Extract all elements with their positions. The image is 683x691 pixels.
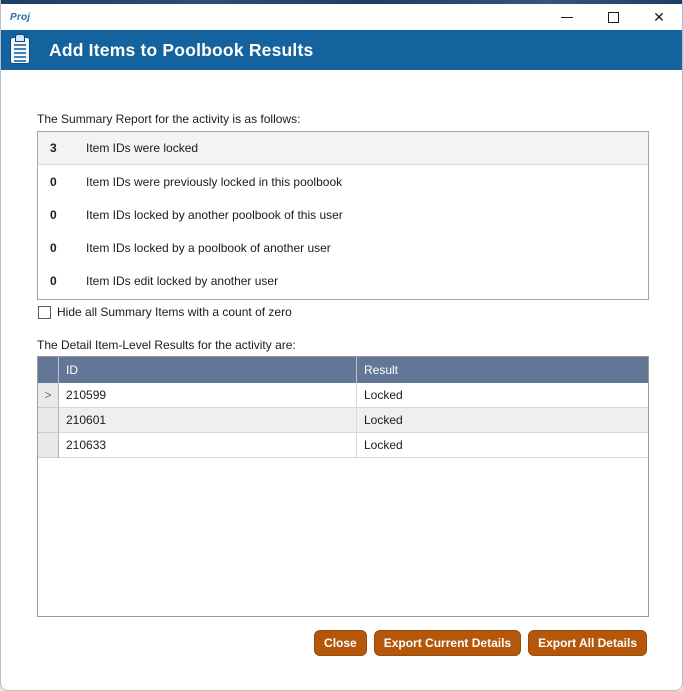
detail-label: The Detail Item-Level Results for the activity are:: [37, 338, 296, 352]
close-window-button[interactable]: [636, 4, 682, 30]
export-all-details-button[interactable]: Export All Details: [528, 630, 647, 656]
summary-text: Item IDs locked by another poolbook of this user: [86, 207, 343, 222]
close-icon: ✕: [653, 9, 665, 25]
summary-count: 0: [50, 240, 57, 255]
cell-id[interactable]: 210601: [59, 408, 357, 433]
cell-id[interactable]: 210599: [59, 383, 357, 408]
table-row[interactable]: [38, 408, 648, 433]
summary-count: 0: [50, 207, 57, 222]
maximize-icon: [608, 12, 619, 23]
row-selector[interactable]: [38, 383, 59, 408]
minimize-button[interactable]: [544, 4, 590, 30]
app-header: [1, 30, 682, 70]
table-row[interactable]: [38, 433, 648, 458]
summary-count: 3: [50, 141, 57, 155]
cell-id[interactable]: 210633: [59, 433, 357, 458]
hide-zero-checkbox-row[interactable]: [38, 305, 292, 319]
summary-row-locked-other-poolbook[interactable]: [38, 198, 648, 231]
summary-row-locked[interactable]: [38, 132, 648, 165]
summary-label: The Summary Report for the activity is as follows:: [37, 112, 301, 126]
summary-text: Item IDs were previously locked in this poolbook: [86, 174, 343, 189]
summary-count: 0: [50, 273, 57, 288]
grid-column-header-id[interactable]: ID: [59, 357, 357, 383]
summary-text: Item IDs locked by a poolbook of another user: [86, 240, 331, 255]
cell-result[interactable]: Locked: [357, 383, 648, 408]
row-selector[interactable]: [38, 408, 59, 433]
window-controls: [544, 4, 682, 30]
page-title: Add Items to Poolbook Results: [49, 39, 314, 60]
grid-column-header-result[interactable]: Result: [364, 363, 399, 377]
grid-header-row: [38, 357, 648, 383]
current-row-marker-icon: >: [44, 388, 52, 402]
summary-row-edit-locked[interactable]: [38, 264, 648, 297]
hide-zero-checkbox[interactable]: [38, 306, 51, 319]
row-selector[interactable]: [38, 433, 59, 458]
maximize-button[interactable]: [590, 4, 636, 30]
summary-row-previously-locked[interactable]: [38, 165, 648, 198]
summary-text: Item IDs were locked: [86, 141, 199, 155]
hide-zero-checkbox-label: Hide all Summary Items with a count of zero: [57, 305, 292, 319]
action-button-row: [314, 630, 647, 656]
summary-text: Item IDs edit locked by another user: [86, 273, 279, 288]
summary-count: 0: [50, 174, 57, 189]
export-current-details-button[interactable]: Export Current Details: [374, 630, 521, 656]
cell-result[interactable]: Locked: [357, 408, 648, 433]
table-row[interactable]: [38, 383, 648, 408]
summary-listbox: [37, 131, 649, 300]
titlebar: [1, 4, 682, 30]
app-logo: Proj: [10, 11, 31, 23]
summary-row-locked-other-user[interactable]: [38, 231, 648, 264]
cell-result[interactable]: Locked: [357, 433, 648, 458]
close-button[interactable]: Close: [314, 630, 367, 656]
grid-empty-area: [38, 458, 648, 616]
minimize-icon: [561, 17, 573, 18]
grid-select-all-header[interactable]: [38, 357, 59, 383]
clipboard-icon: [11, 38, 29, 63]
detail-grid: [37, 356, 649, 617]
